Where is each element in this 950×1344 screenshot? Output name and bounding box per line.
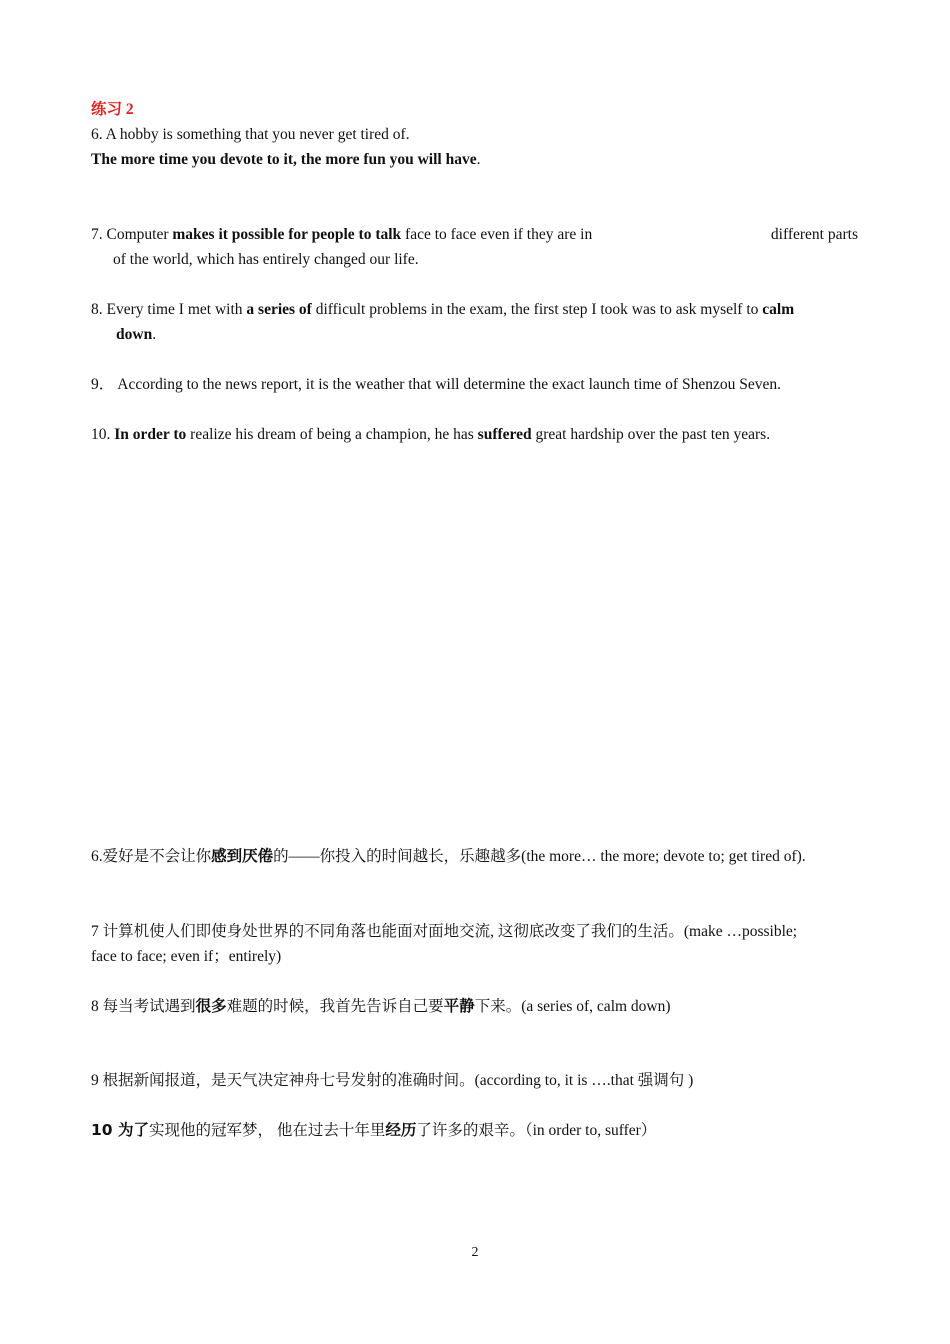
text-fragment: difficult problems in the exam, the first step I took was to ask myself to: [311, 301, 763, 318]
text-fragment: 实现他的冠军梦， 他在过去十年里: [148, 1122, 386, 1139]
chinese-8: [91, 994, 858, 1019]
bold-phrase: In order to: [114, 426, 187, 443]
sentence-9: 9． According to the news report, it is the weather that will determine the exact launch time of Shenzou Seven.: [91, 376, 781, 393]
page-number: 2: [471, 1245, 479, 1260]
bold-phrase: 经历: [385, 1121, 417, 1139]
chinese-10: [91, 1118, 858, 1143]
text-fragment: 8 每当考试遇到: [91, 998, 196, 1015]
sentence-8-line1: [91, 297, 858, 322]
text-fragment: 6.爱好是不会让你: [91, 848, 212, 865]
sentence-6-line2: [91, 147, 858, 172]
text-fragment: 7. Computer: [91, 226, 173, 243]
sentence-10: [91, 422, 858, 447]
sentence-7-line1: [91, 222, 858, 247]
text-fragment: 难题的时候，我首先告诉自己要: [226, 998, 444, 1015]
chinese-7-line1: 7 计算机使人们即使身处世界的不同角落也能面对面地交流, 这彻底改变了我们的生活。(make …possible;: [91, 923, 798, 940]
bold-phrase: 很多: [195, 997, 227, 1015]
text-fragment: 8. Every time I met with: [91, 301, 247, 318]
section-title: 练习 2: [91, 101, 134, 118]
text-fragment: 下来。(a series of, calm down): [474, 998, 671, 1015]
sentence-7-line2: of the world, which has entirely changed our life.: [113, 251, 419, 268]
chinese-6: [91, 844, 858, 869]
text-fragment: .: [152, 326, 157, 343]
bold-phrase: down: [116, 326, 153, 343]
sentence-7-right: different parts: [770, 226, 858, 243]
sentence-8-line2: [116, 322, 858, 347]
text-fragment: .: [476, 151, 481, 168]
text-fragment: 10.: [91, 426, 115, 443]
text-fragment: great hardship over the past ten years.: [531, 426, 771, 443]
text-fragment: face to face even if they are in: [401, 226, 593, 243]
bold-phrase: The more time you devote to it, the more fun you will have: [91, 151, 477, 168]
bold-phrase: makes it possible for people to talk: [172, 226, 402, 243]
bold-phrase: suffered: [477, 426, 532, 443]
text-fragment: realize his dream of being a champion, he has: [186, 426, 478, 443]
sentence-6-line1: 6. A hobby is something that you never get tired of.: [91, 126, 410, 143]
bold-phrase: 平静: [443, 997, 475, 1015]
bold-phrase: calm: [762, 301, 795, 318]
bold-phrase: 10 为了: [91, 1121, 149, 1139]
text-fragment: 的——你投入的时间越长，乐趣越多(the more… the more; devote to; get tired of).: [273, 848, 806, 865]
chinese-9: 9 根据新闻报道，是天气决定神舟七号发射的准确时间。(according to, it is ….that 强调句 ): [91, 1072, 694, 1089]
chinese-7-line2: face to face; even if；entirely): [91, 948, 282, 965]
text-fragment: 了许多的艰辛。（in order to, suffer）: [416, 1122, 657, 1139]
bold-phrase: 感到厌倦: [211, 847, 274, 865]
bold-phrase: a series of: [246, 301, 312, 318]
sentence-7-left: [91, 222, 592, 247]
